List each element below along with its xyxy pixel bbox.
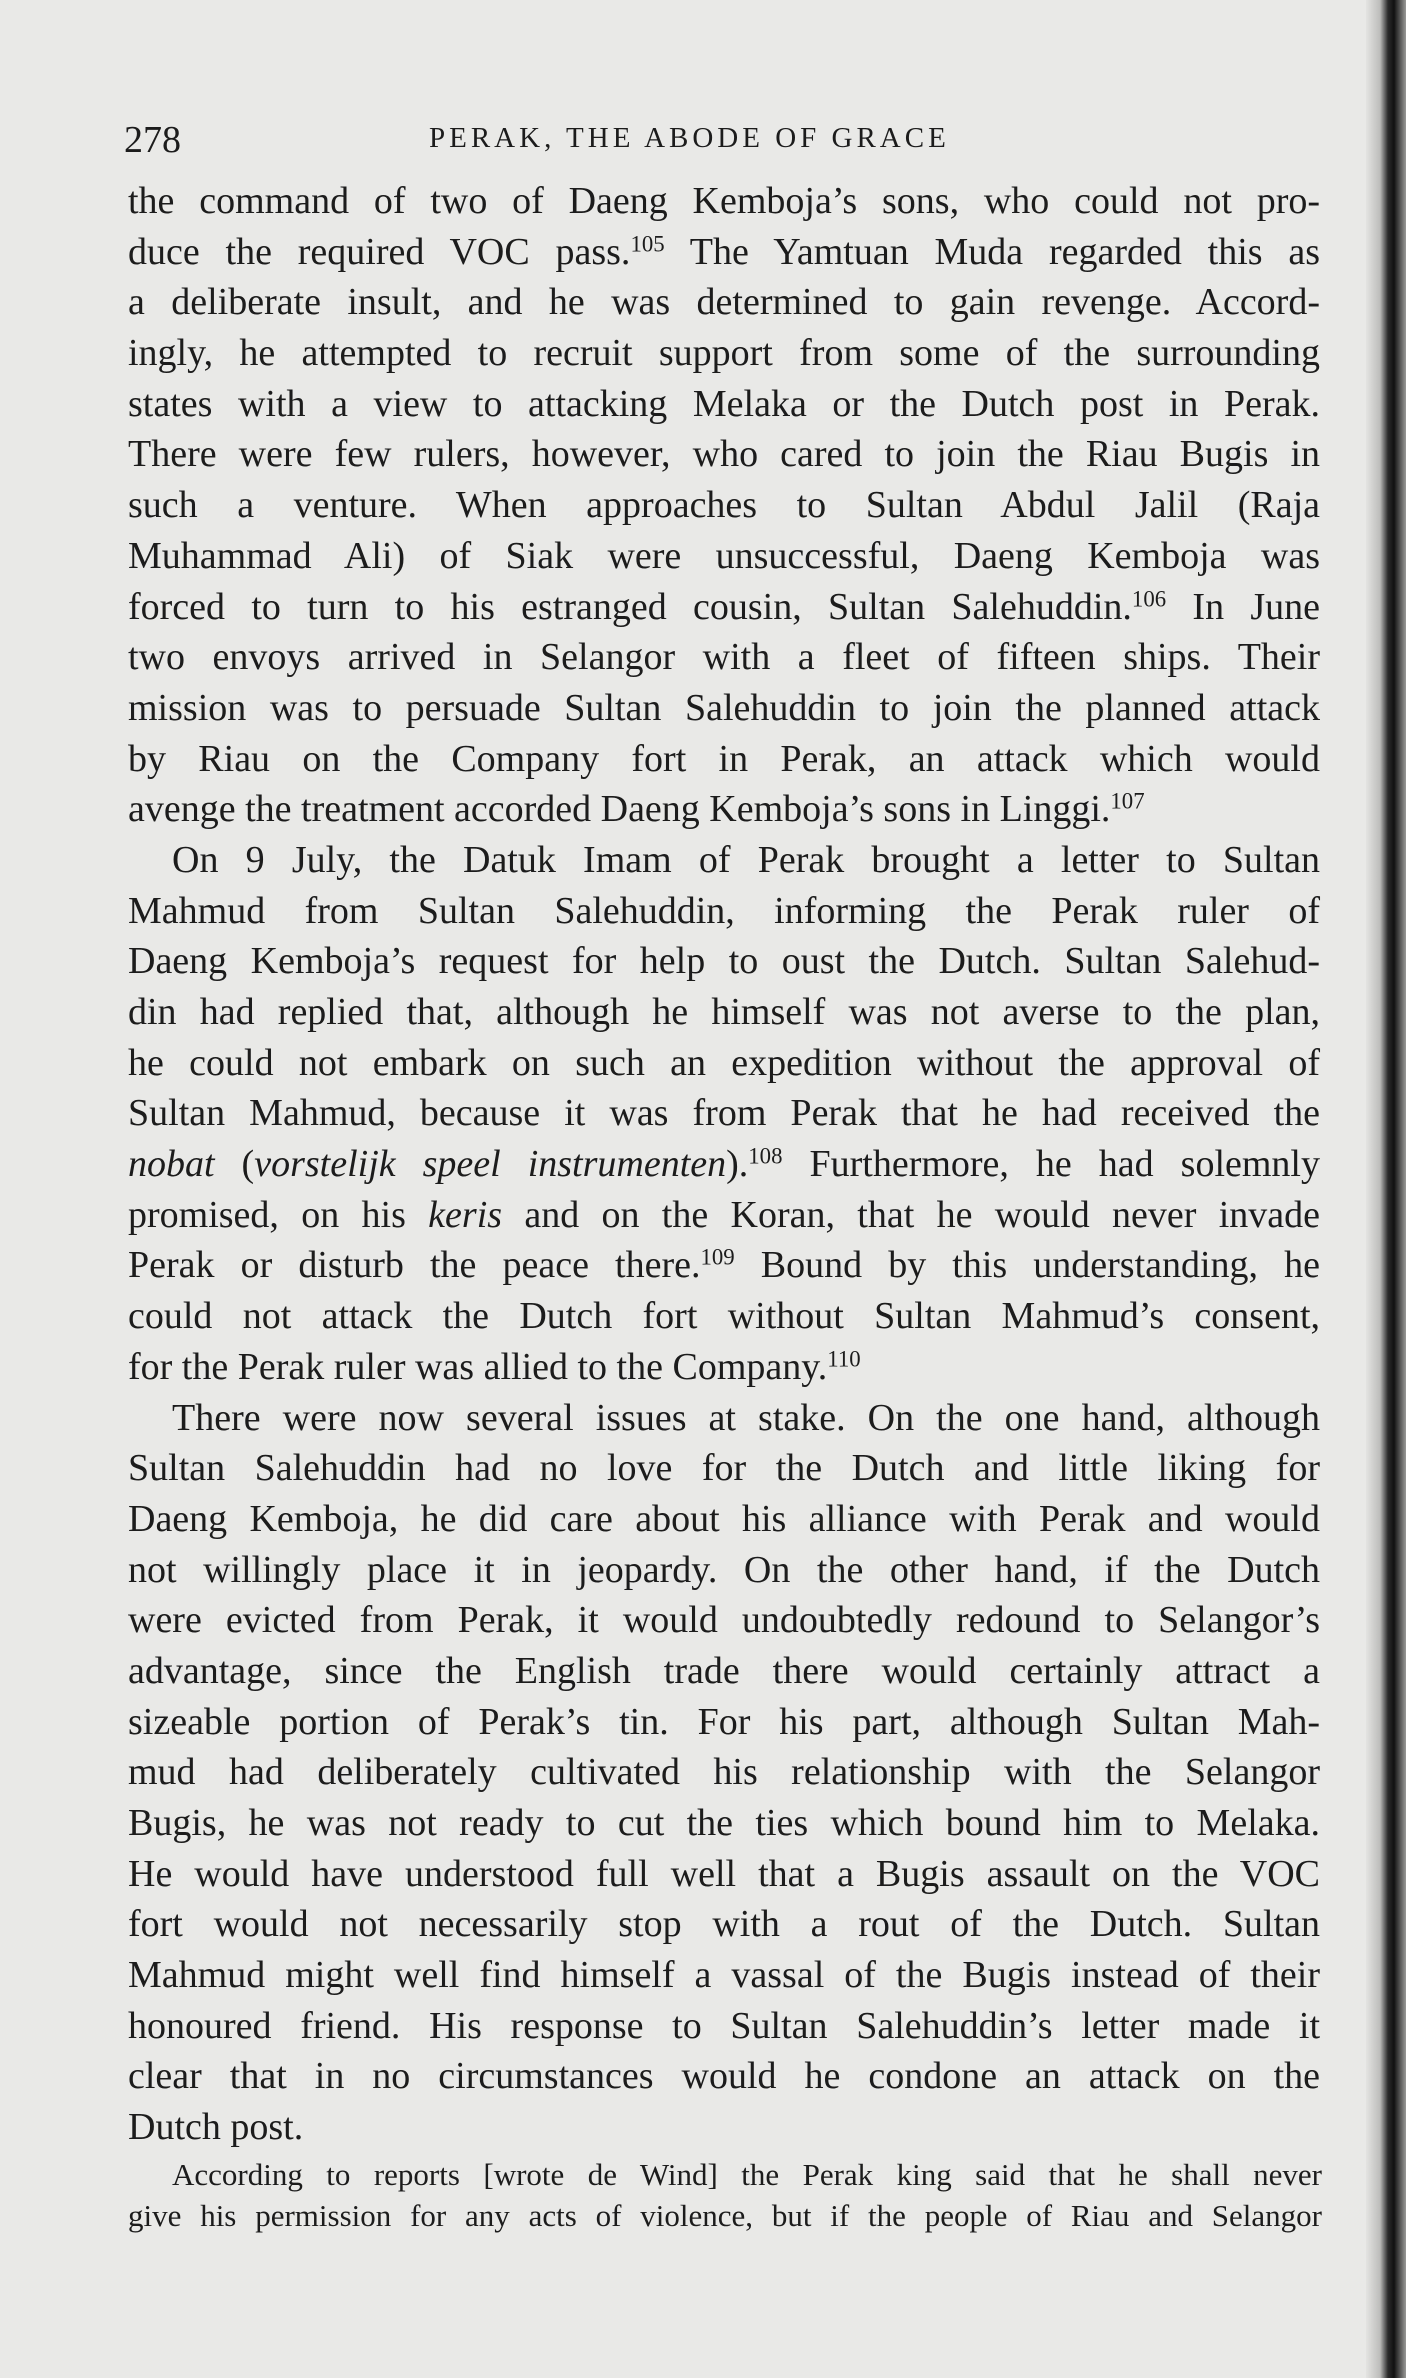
footnote-ref: 109: [700, 1244, 735, 1270]
text-line: [128, 2102, 1320, 2153]
text-run: Sultan Mahmud, because it was from Perak that he had received the: [128, 1092, 1320, 1135]
text-run: Daeng Kemboja’s request for help to oust the Dutch. Sultan Salehud-: [128, 940, 1320, 983]
text-run: could not attack the Dutch fort without Sultan Mahmud’s consent,: [128, 1295, 1320, 1338]
text-line: [128, 1849, 1320, 1900]
text-line: [128, 2051, 1320, 2102]
text-run: he could not embark on such an expedition without the approval of: [128, 1041, 1320, 1084]
text-line: [128, 1291, 1320, 1342]
text-run: duce the required VOC pass.: [128, 230, 631, 273]
text-run: He would have understood full well that a Bugis assault on the VOC: [128, 1852, 1320, 1895]
italic-text: keris: [428, 1193, 503, 1236]
text-line: [128, 379, 1320, 430]
text-run: ingly, he attempted to recruit support from some of the surrounding: [128, 332, 1320, 375]
italic-text: vorstelijk speel instrumenten: [254, 1143, 727, 1186]
text-run: Furthermore, he had solemnly: [782, 1143, 1320, 1186]
text-line: [128, 227, 1320, 278]
block-quote: [128, 2154, 1322, 2236]
text-run: forced to turn to his estranged cousin, Sultan Salehuddin.: [128, 585, 1132, 628]
text-run: not willingly place it in jeopardy. On the other hand, if the Dutch: [128, 1548, 1320, 1591]
text-run: Perak or disturb the peace there.: [128, 1244, 701, 1287]
text-run: There were now several issues at stake. On the one hand, although: [172, 1396, 1320, 1439]
text-line: [128, 1950, 1320, 2001]
text-run: such a venture. When approaches to Sultan Abdul Jalil (Raja: [128, 484, 1320, 527]
text-run: avenge the treatment accorded Daeng Kemboja’s sons in Linggi.: [128, 788, 1111, 831]
page-header: [124, 118, 1324, 168]
text-run: (: [214, 1143, 255, 1186]
text-line: [128, 2154, 1322, 2195]
text-run: clear that in no circumstances would he condone an attack on the: [128, 2055, 1320, 2098]
text-line: [128, 936, 1320, 987]
text-line: [128, 531, 1320, 582]
text-run: According to reports [wrote de Wind] the Perak king said that he shall never: [172, 2157, 1322, 2192]
text-line: [128, 1494, 1320, 1545]
text-line: [128, 2001, 1320, 2052]
text-run: states with a view to attacking Melaka or the Dutch post in Perak.: [128, 382, 1320, 425]
text-line: [128, 1190, 1320, 1241]
text-line: [128, 632, 1320, 683]
text-line: [128, 176, 1320, 227]
footnote-ref: 105: [630, 231, 665, 257]
text-run: Daeng Kemboja, he did care about his alliance with Perak and would: [128, 1497, 1320, 1540]
text-run: On 9 July, the Datuk Imam of Perak brought a letter to Sultan: [172, 838, 1320, 881]
text-line: [128, 1697, 1320, 1748]
text-line: [128, 582, 1320, 633]
text-line: [128, 480, 1320, 531]
text-line: [128, 987, 1320, 1038]
text-run: advantage, since the English trade there would certainly attract a: [128, 1649, 1320, 1692]
text-run: Mahmud from Sultan Salehuddin, informing the Perak ruler of: [128, 889, 1320, 932]
text-run: Sultan Salehuddin had no love for the Dutch and little liking for: [128, 1447, 1320, 1490]
text-line: [128, 886, 1320, 937]
text-run: by Riau on the Company fort in Perak, an attack which would: [128, 737, 1320, 780]
text-line: [128, 683, 1320, 734]
text-run: Muhammad Ali) of Siak were unsuccessful, Daeng Kemboja was: [128, 534, 1320, 577]
text-line: [128, 277, 1320, 328]
footnote-ref: 107: [1110, 788, 1145, 814]
text-run: two envoys arrived in Selangor with a fleet of fifteen ships. Their: [128, 636, 1320, 679]
text-line: [128, 1595, 1320, 1646]
text-run: fort would not necessarily stop with a rout of the Dutch. Sultan: [128, 1903, 1320, 1946]
text-line: [128, 734, 1320, 785]
text-run: din had replied that, although he himself was not averse to the plan,: [128, 991, 1320, 1033]
text-line: [128, 429, 1320, 480]
text-run: sizeable portion of Perak’s tin. For his part, although Sultan Mah-: [128, 1700, 1320, 1743]
text-run: Mahmud might well find himself a vassal of the Bugis instead of their: [128, 1954, 1320, 1997]
text-line: [128, 1545, 1320, 1596]
running-title: PERAK, THE ABODE OF GRACE: [429, 122, 950, 154]
text-line: [128, 1899, 1320, 1950]
text-run: mud had deliberately cultivated his relationship with the Selangor: [128, 1751, 1320, 1794]
text-line: [128, 1747, 1320, 1798]
text-line: [128, 1038, 1320, 1089]
body-text: [128, 176, 1320, 2153]
text-line: [128, 1139, 1320, 1190]
text-line: [128, 328, 1320, 379]
footnote-ref: 110: [827, 1346, 861, 1372]
book-spine-shadow: [1366, 0, 1406, 2378]
text-run: the command of two of Daeng Kemboja’s sons, who could not pro-: [128, 180, 1320, 222]
text-line: [128, 1088, 1320, 1139]
text-run: The Yamtuan Muda regarded this as: [664, 230, 1320, 273]
text-run: and on the Koran, that he would never invade: [502, 1193, 1320, 1236]
text-line: [128, 1240, 1320, 1291]
text-run: ).: [726, 1143, 749, 1186]
text-run: In June: [1166, 585, 1321, 628]
text-line: [128, 1342, 1320, 1393]
text-line: [128, 2195, 1322, 2236]
page-number: 278: [124, 119, 181, 161]
italic-text: nobat: [128, 1143, 215, 1186]
text-run: There were few rulers, however, who cared to join the Riau Bugis in: [128, 433, 1320, 476]
text-line: [128, 1443, 1320, 1494]
text-line: [128, 835, 1320, 886]
text-line: [128, 1646, 1320, 1697]
text-run: Dutch post.: [128, 2106, 304, 2149]
text-run: for the Perak ruler was allied to the Company.: [128, 1345, 828, 1388]
footnote-ref: 106: [1131, 585, 1167, 611]
text-run: Bugis, he was not ready to cut the ties which bound him to Melaka.: [128, 1802, 1320, 1844]
text-line: [128, 1393, 1320, 1444]
text-line: [128, 1798, 1320, 1849]
text-line: [128, 784, 1320, 835]
text-run: Bound by this understanding, he: [734, 1244, 1320, 1287]
text-run: a deliberate insult, and he was determined to gain revenge. Accord-: [128, 281, 1320, 324]
text-run: give his permission for any acts of violence, but if the people of Riau and Selangor: [128, 2198, 1322, 2233]
text-run: were evicted from Perak, it would undoubtedly redound to Selangor’s: [128, 1599, 1320, 1642]
text-run: promised, on his: [128, 1193, 429, 1236]
footnote-ref: 108: [748, 1143, 783, 1169]
text-run: mission was to persuade Sultan Salehuddin to join the planned attack: [128, 686, 1320, 729]
text-run: honoured friend. His response to Sultan Salehuddin’s letter made it: [128, 2004, 1320, 2047]
